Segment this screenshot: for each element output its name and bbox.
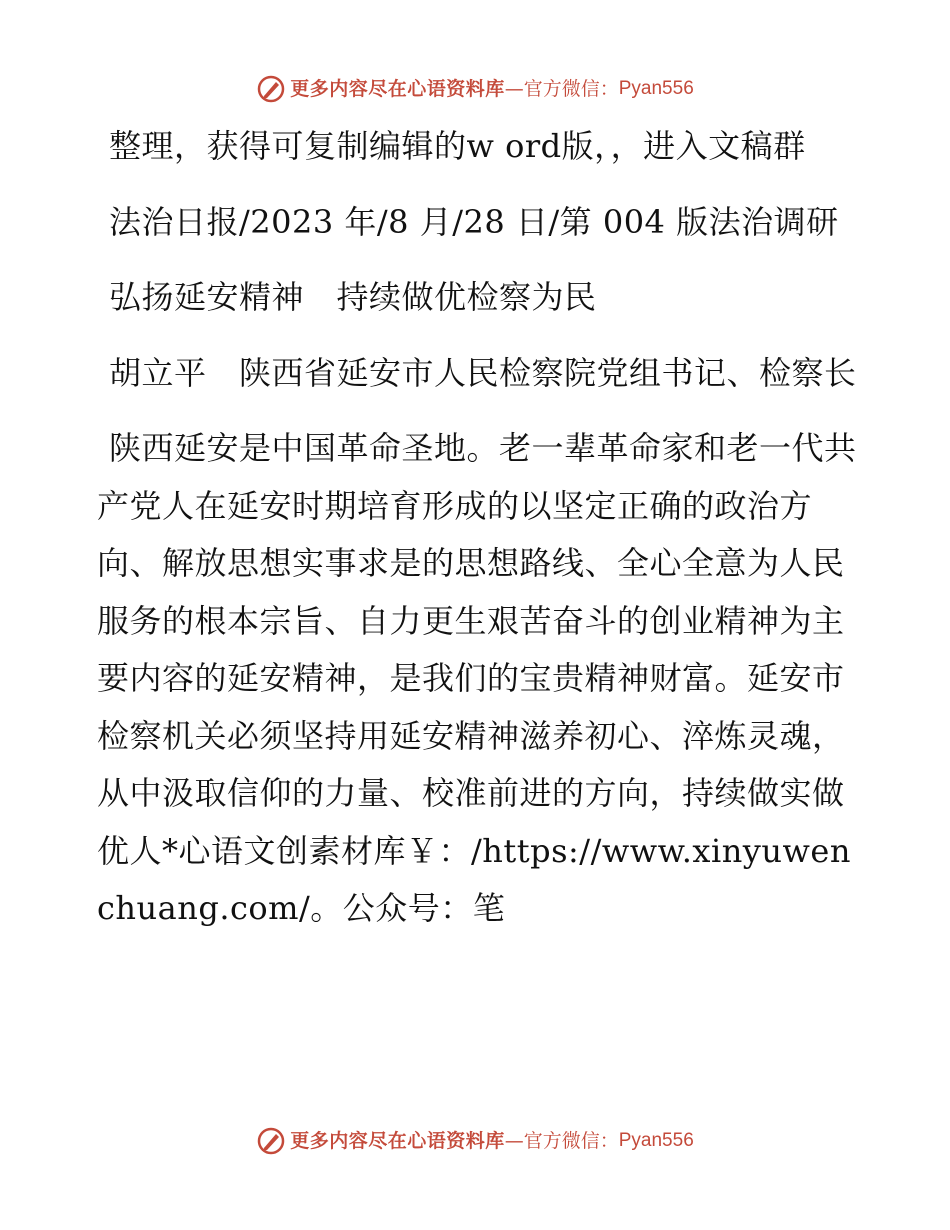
article-author: 胡立平 陕西省延安市人民检察院党组书记、检察长 xyxy=(109,353,857,392)
pen-swirl-logo-icon xyxy=(256,74,286,104)
article-body: 陕西延安是中国革命圣地。老一辈革命家和老一代共产党人在延安时期培育形成的以坚定正确的政治方向、解放思想实事求是的思想路线、全心全意为人民服务的根本宗旨、自力更生艰苦奋斗的创业精神为主要内容的延安精神，是我们的宝贵精神财富。延安市检察机关必须坚持用延安精神滋养初心、淬炼灵魂，从中汲取信仰的力量、校准前进的方向，持续做实做优人*心语文创素材库￥：/https://www.xinyuwenchuang.com/。公众号：笔 xyxy=(97,429,857,927)
banner-dash: — xyxy=(504,1130,524,1152)
header-banner xyxy=(0,74,950,104)
document-body xyxy=(97,118,857,938)
paragraph-intro: 整理，获得可复制编辑的w ord版，，进入文稿群 xyxy=(109,127,806,165)
banner-dash: — xyxy=(504,78,524,100)
footer-banner xyxy=(0,1126,950,1156)
paragraph-source: 法治日报/2023 年/8 月/28 日/第 004 版法治调研 xyxy=(109,202,839,241)
pen-swirl-logo-icon xyxy=(256,1126,286,1156)
banner-wechat-label: 官方微信： xyxy=(523,1130,619,1152)
banner-wechat-id: Pyan556 xyxy=(618,78,694,99)
banner-main-text: 更多内容尽在心语资料库 xyxy=(290,78,505,100)
banner-wechat-label: 官方微信： xyxy=(523,78,619,100)
banner-wechat-id: Pyan556 xyxy=(618,1130,694,1151)
banner-main-text: 更多内容尽在心语资料库 xyxy=(290,1130,505,1152)
article-title: 弘扬延安精神 持续做优检察为民 xyxy=(109,278,597,316)
